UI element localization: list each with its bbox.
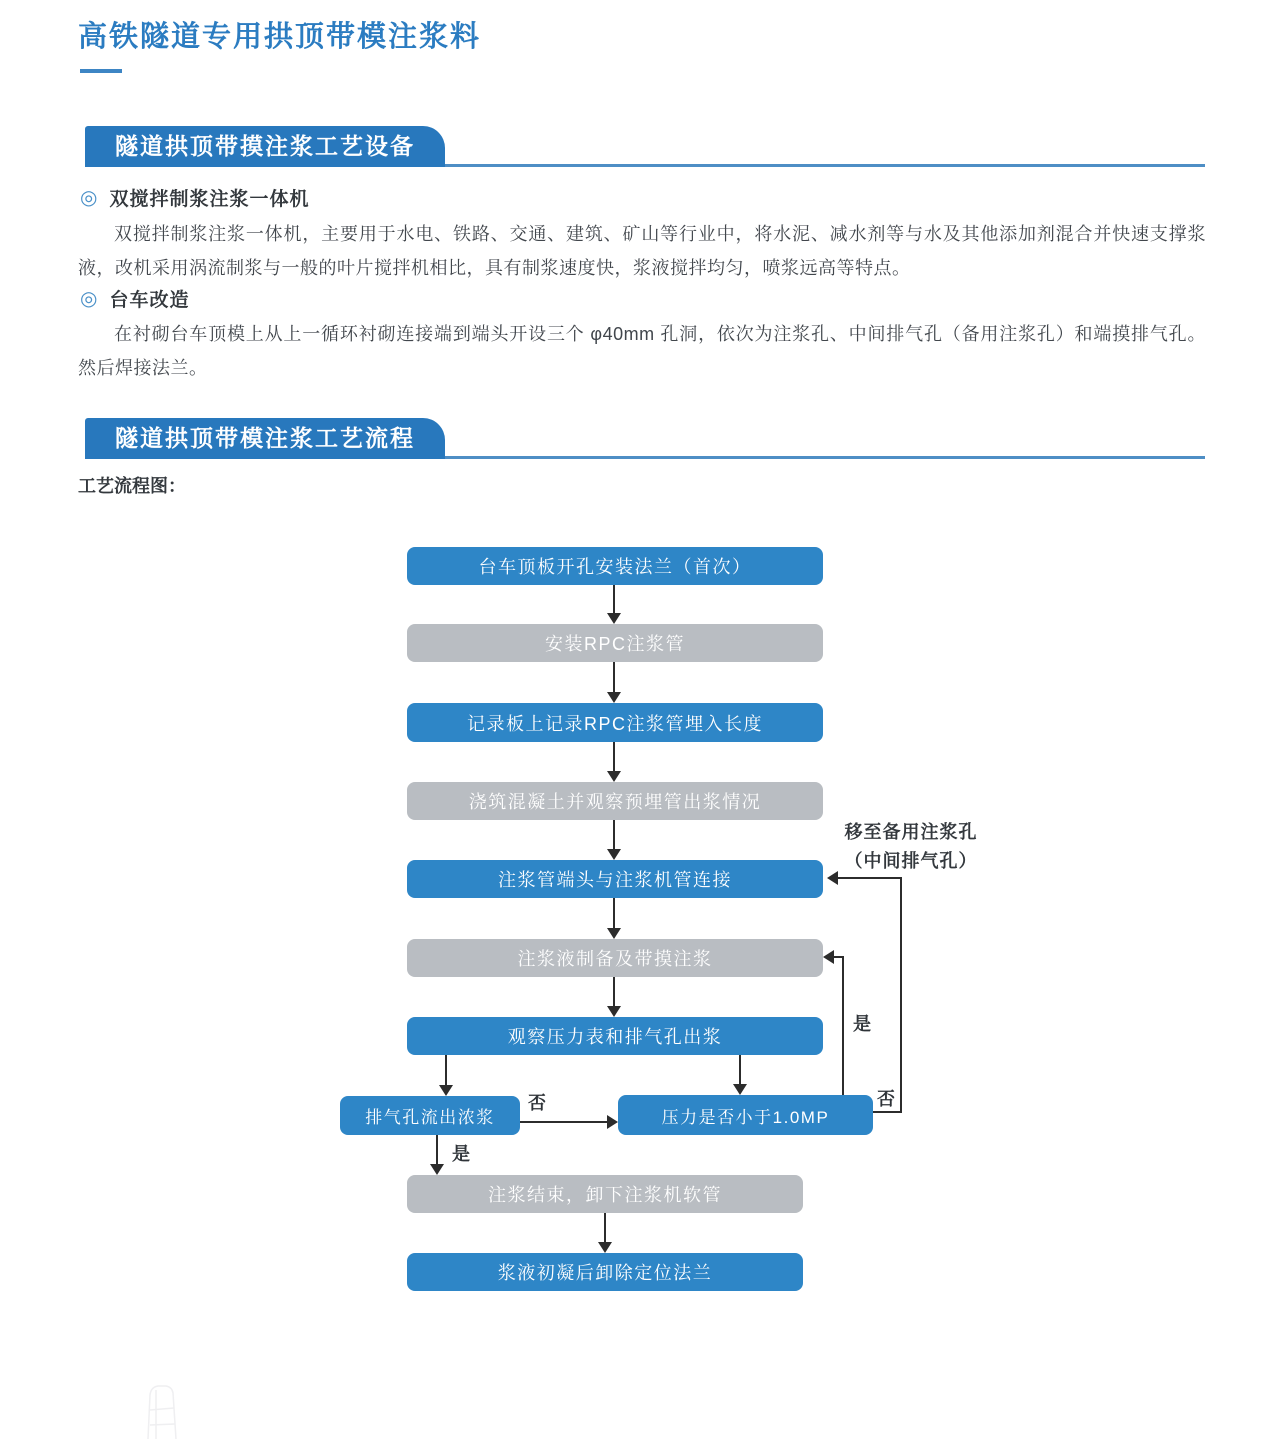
flow-arrow-line: [613, 742, 615, 771]
body-paragraph: 在衬砌台车顶模上从上一循环衬砌连接端到端头开设三个 φ40mm 孔洞，依次为注浆孔、中间排气孔（备用注浆孔）和端摸排气孔。然后焊接法兰。: [78, 324, 1206, 378]
loop-annotation-line1: 移至备用注浆孔: [844, 822, 978, 842]
edge-label-no-loop: 否: [877, 1089, 895, 1109]
bullet-label: 双搅拌制浆注浆一体机: [109, 189, 310, 210]
flow-arrowhead-down: [430, 1164, 444, 1175]
flow-arrow-line: [838, 877, 902, 879]
page-title: 高铁隧道专用拱顶带模注浆料: [78, 21, 482, 53]
flow-arrow-line: [613, 820, 615, 849]
flow-node-install-rpc-pipe: 安装RPC注浆管: [407, 624, 823, 662]
flow-arrowhead-down: [607, 771, 621, 782]
section-heading-process: 隧道拱顶带模注浆工艺流程: [85, 418, 445, 459]
bullet-item: [80, 184, 309, 211]
bullet-label: 台车改造: [109, 290, 190, 311]
flow-arrow-line: [613, 662, 615, 692]
flow-arrow-line: [873, 1111, 902, 1113]
title-underline: [80, 69, 122, 73]
flow-node-remove-flange: 浆液初凝后卸除定位法兰: [407, 1253, 803, 1291]
flow-node-prepare-grout: 注浆液制备及带摸注浆: [407, 939, 823, 977]
flow-arrow-line: [613, 585, 615, 613]
flow-arrowhead-down: [607, 1006, 621, 1017]
flow-arrow-line: [436, 1135, 438, 1164]
flow-arrowhead-down: [607, 928, 621, 939]
double-circle-bullet-icon: ◎: [80, 186, 98, 209]
flow-arrowhead-down: [607, 692, 621, 703]
edge-label-yes-loop: 是: [853, 1014, 871, 1034]
edge-label-no: 否: [528, 1093, 546, 1113]
bullet-item: [80, 285, 189, 312]
edge-label-yes: 是: [452, 1144, 470, 1164]
flow-node-pressure-check: 压力是否小于1.0MP: [618, 1095, 873, 1135]
flow-arrowhead-down: [439, 1085, 453, 1096]
loop-annotation: [835, 818, 987, 876]
flow-arrow-line: [739, 1055, 741, 1084]
flow-arrowhead-down: [733, 1084, 747, 1095]
flow-arrow-line: [445, 1055, 447, 1085]
flow-node-pour-concrete: 浇筑混凝土并观察预埋管出浆情况: [407, 782, 823, 820]
flow-arrow-line: [613, 898, 615, 928]
loop-annotation-line2: （中间排气孔）: [844, 851, 978, 871]
flow-arrowhead-left: [823, 950, 834, 964]
flow-node-record-length: 记录板上记录RPC注浆管埋入长度: [407, 703, 823, 742]
flow-node-finish-grouting: 注浆结束，卸下注浆机软管: [407, 1175, 803, 1213]
flow-arrow-line: [520, 1121, 607, 1123]
section-heading-equipment: 隧道拱顶带摸注浆工艺设备: [85, 126, 445, 167]
flowchart-caption: 工艺流程图：: [78, 476, 186, 496]
flow-arrow-line: [613, 977, 615, 1006]
flow-node-observe-pressure: 观察压力表和排气孔出浆: [407, 1017, 823, 1055]
flow-arrow-line: [842, 956, 844, 1095]
flow-arrow-line: [900, 877, 902, 1113]
building-watermark-icon: [130, 1383, 200, 1439]
flow-arrowhead-right: [607, 1115, 618, 1129]
flow-arrowhead-down: [598, 1242, 612, 1253]
flow-node-connect-pipe: 注浆管端头与注浆机管连接: [407, 860, 823, 898]
flow-node-install-flange: 台车顶板开孔安装法兰（首次）: [407, 547, 823, 585]
flow-arrow-line: [604, 1213, 606, 1242]
flow-arrowhead-down: [607, 613, 621, 624]
double-circle-bullet-icon: ◎: [80, 287, 98, 310]
body-paragraph: 双搅拌制浆注浆一体机，主要用于水电、铁路、交通、建筑、矿山等行业中，将水泥、减水剂等与水及其他添加剂混合并快速支撑浆液，改机采用涡流制浆与一般的叶片搅拌机相比，具有制浆速度快，浆液搅拌均匀，喷浆远高等特点。: [78, 224, 1206, 278]
flow-node-vent-thick-grout: 排气孔流出浓浆: [340, 1096, 520, 1135]
flow-arrowhead-down: [607, 849, 621, 860]
